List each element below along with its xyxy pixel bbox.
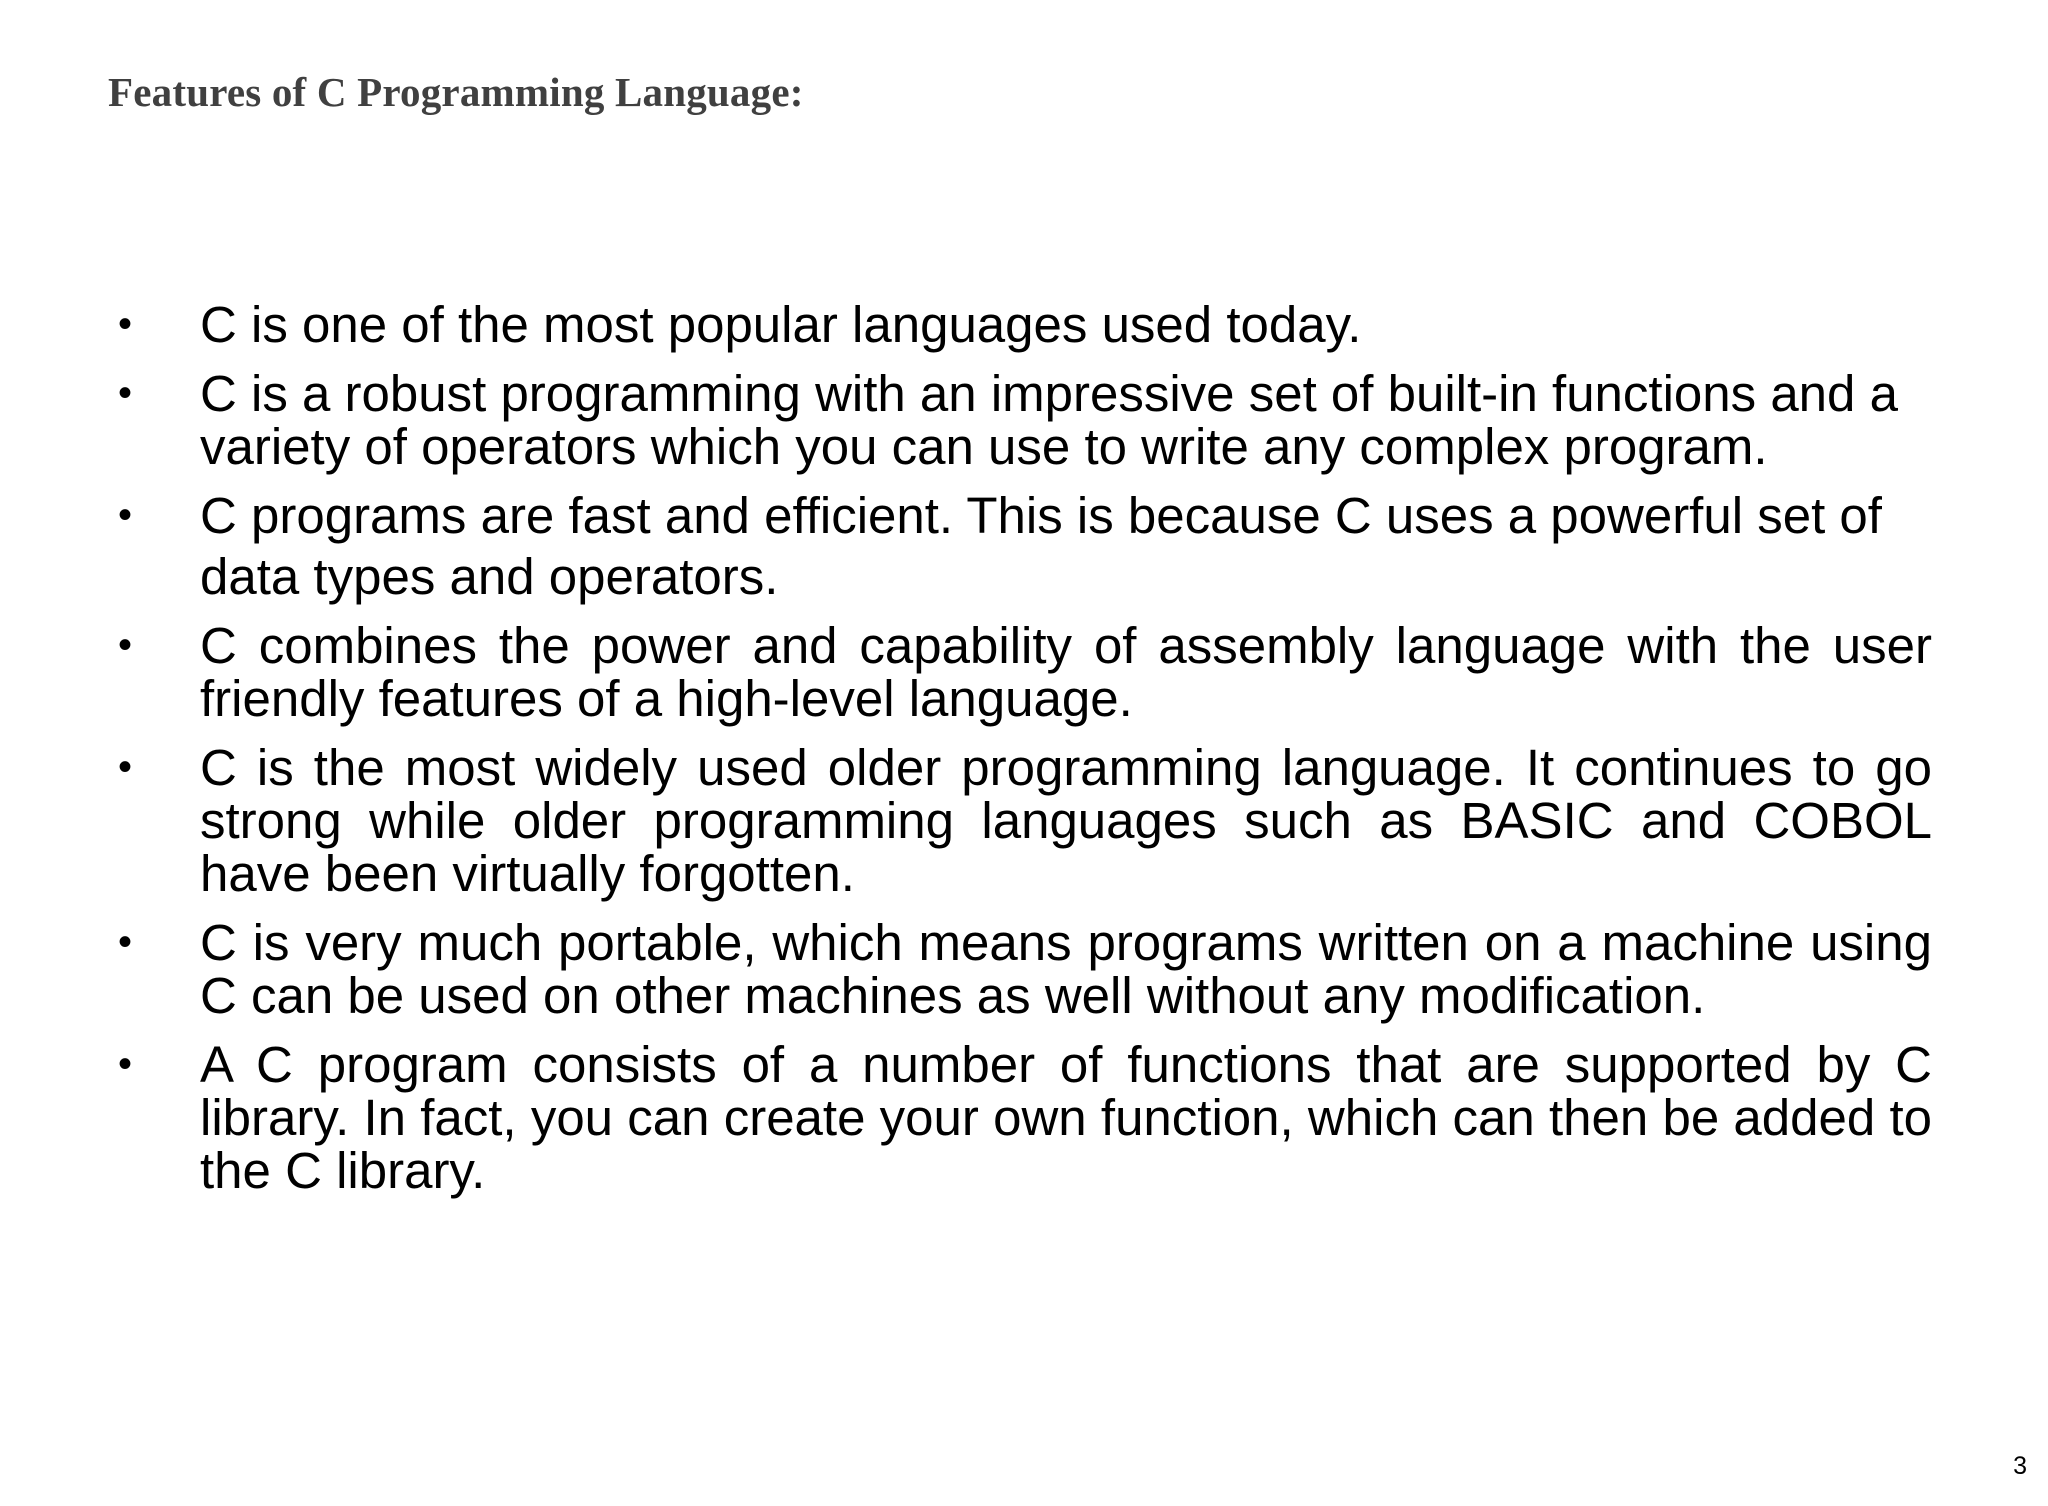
list-item <box>118 489 1932 603</box>
bullet-icon: • <box>118 1042 133 1086</box>
bullet-text-line: C programs are fast and efficient. This is because C uses a powerful set of <box>200 487 1882 544</box>
page-number: 3 <box>2013 1452 2027 1480</box>
list-item <box>118 367 1932 473</box>
list-item <box>118 916 1932 1022</box>
feature-list <box>118 298 1932 1213</box>
bullet-text: C is one of the most popular languages used today. <box>200 296 1362 353</box>
bullet-text: C combines the power and capability of assembly language with the user friendly features of a high-level language. <box>200 617 1932 727</box>
bullet-text: A C program consists of a number of functions that are supported by C library. In fact, you can create your own function, which can then be added to the C library. <box>200 1036 1932 1199</box>
slide-title: Features of C Programming Language: <box>108 69 804 115</box>
bullet-text: C is very much portable, which means programs written on a machine using C can be used on other machines as well without any modification. <box>200 914 1932 1024</box>
bullet-icon: • <box>118 302 133 346</box>
list-item <box>118 741 1932 900</box>
list-item <box>118 298 1932 351</box>
bullet-text: C is a robust programming with an impressive set of built-in functions and a variety of operators which you can use to write any complex program. <box>200 365 1898 475</box>
bullet-icon: • <box>118 920 133 964</box>
bullet-text <box>200 489 1932 603</box>
bullet-text: C is the most widely used older programming language. It continues to go strong while older programming languages such as BASIC and COBOL have been virtually forgotten. <box>200 739 1932 902</box>
list-item <box>118 1038 1932 1197</box>
bullet-icon: • <box>118 745 133 789</box>
bullet-icon: • <box>118 623 133 667</box>
list-item <box>118 619 1932 725</box>
bullet-text-line: data types and operators. <box>200 548 779 605</box>
bullet-icon: • <box>118 493 133 537</box>
bullet-icon: • <box>118 371 133 415</box>
